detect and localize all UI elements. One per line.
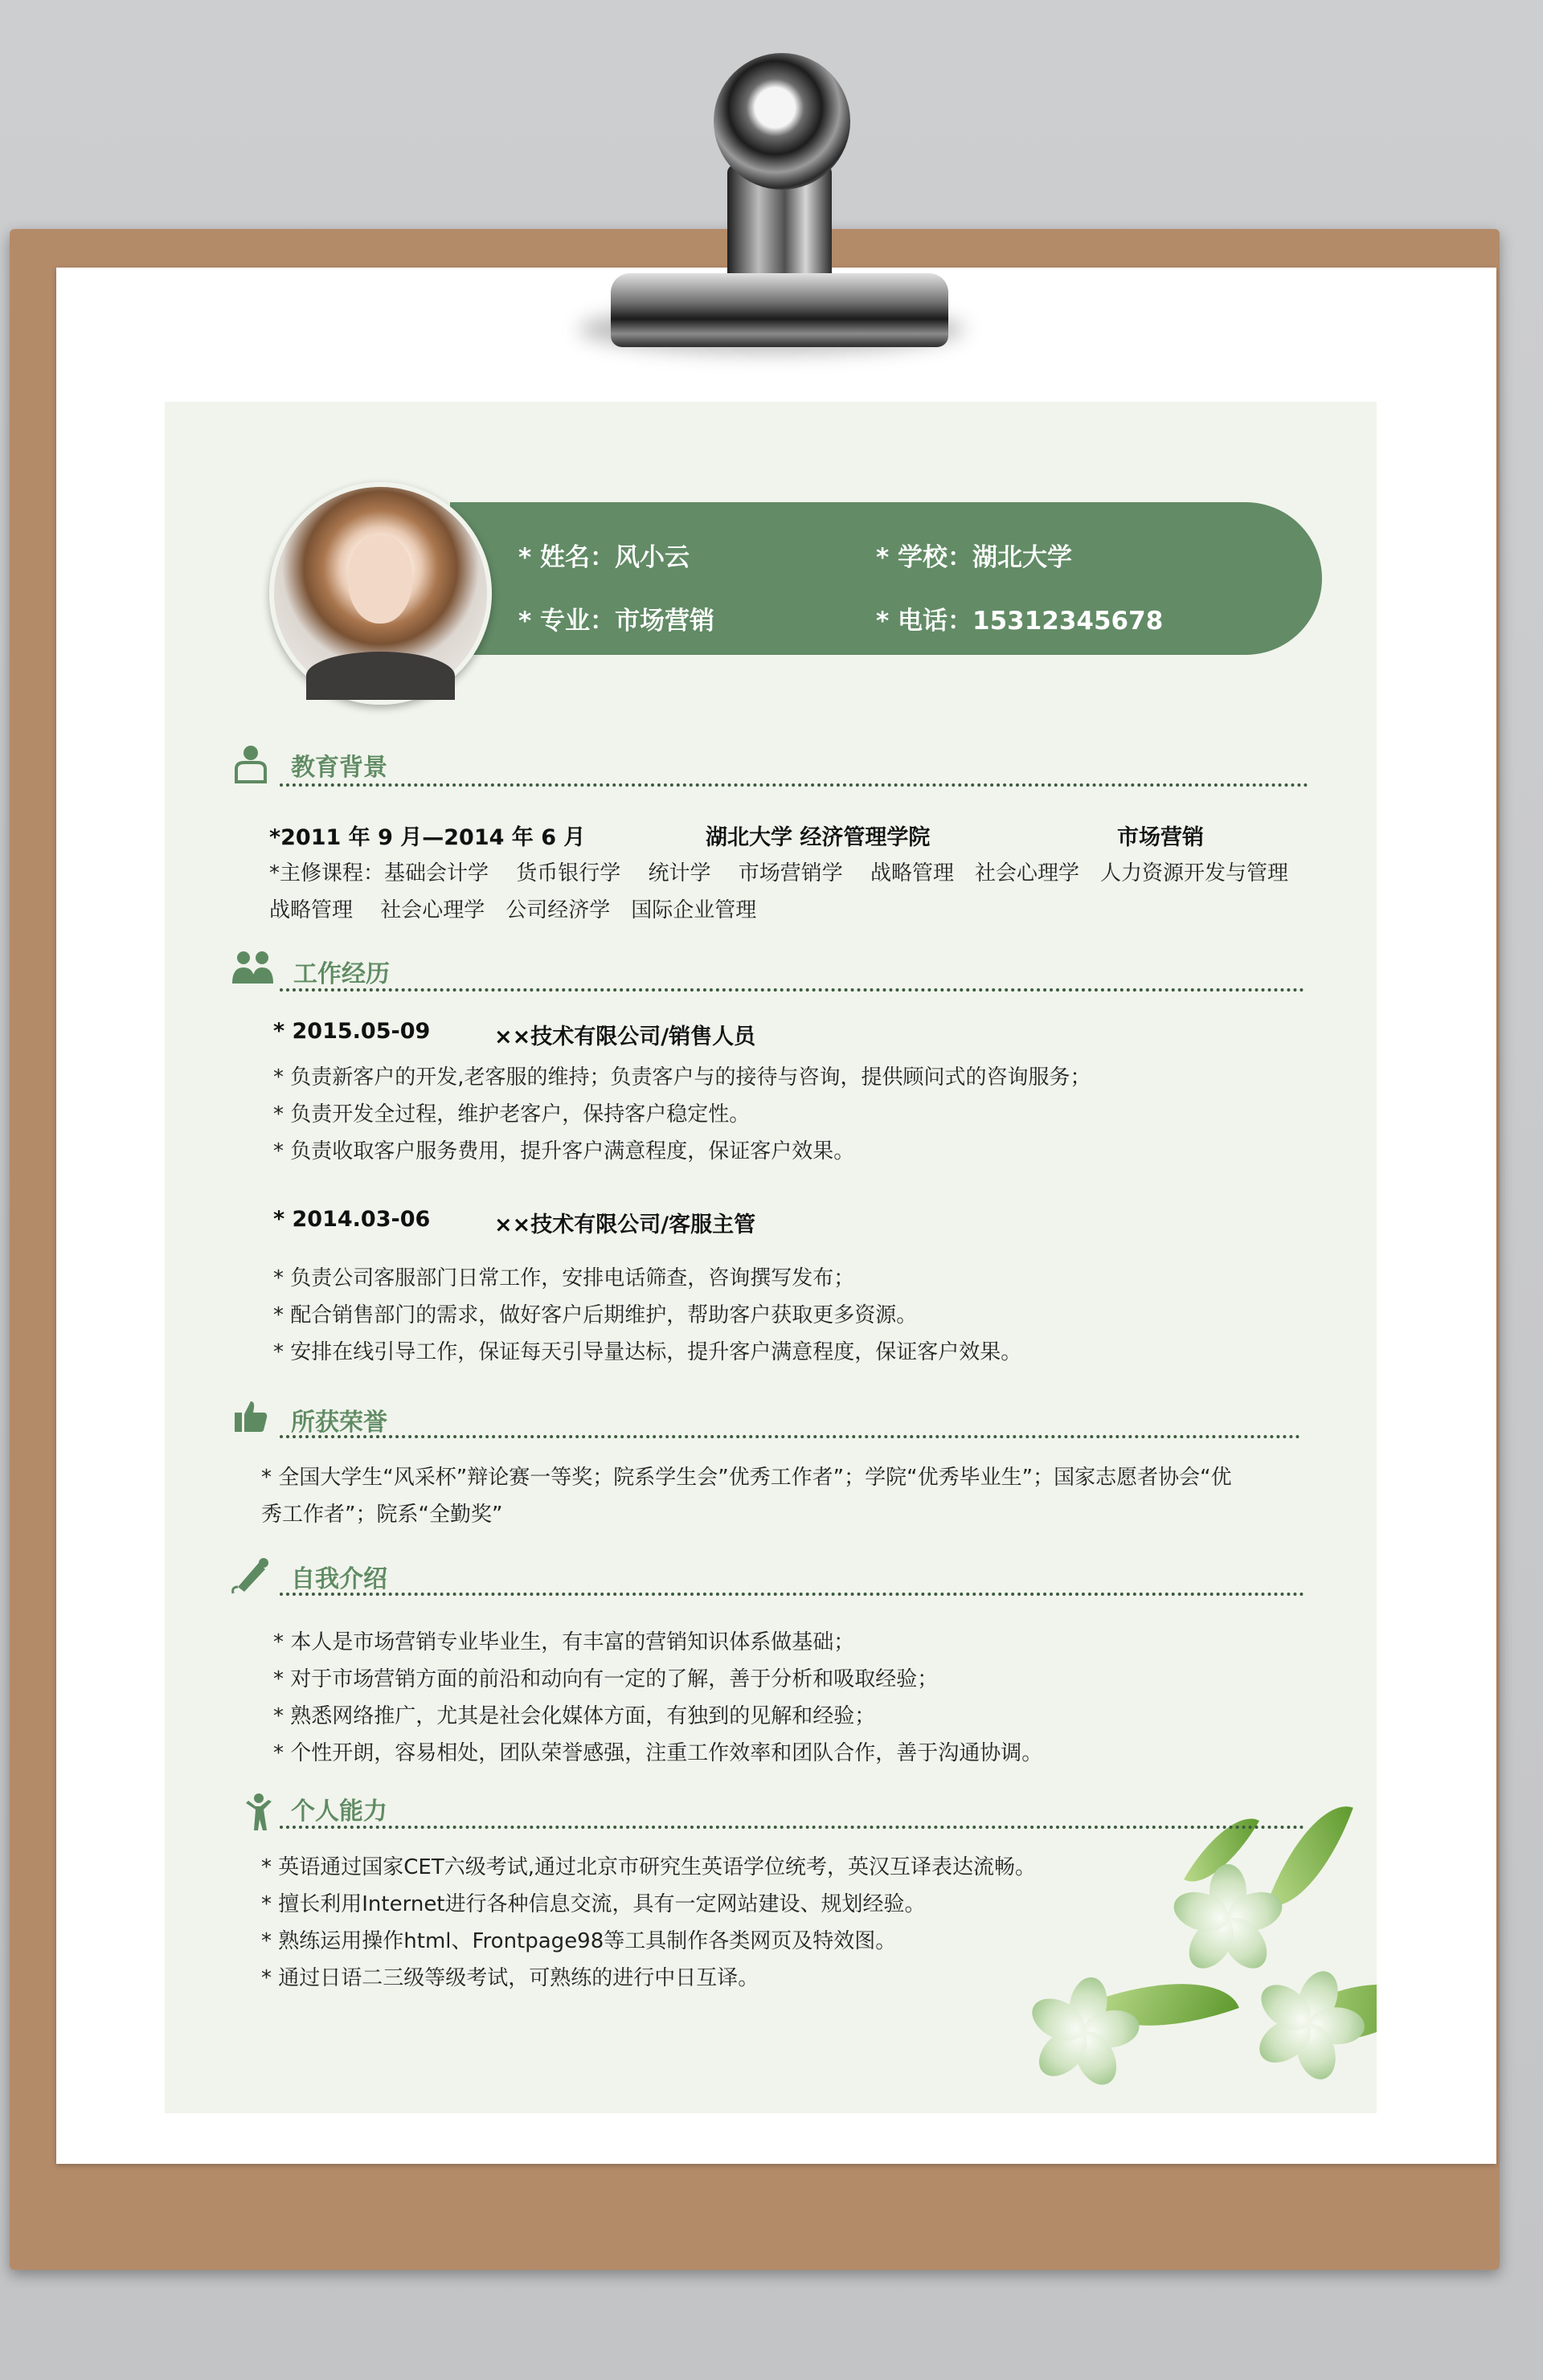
education-courses: *主修课程：基础会计学 货币银行学 统计学 市场营销学 战略管理 社会心理学 人力资源开发与管理 xyxy=(269,861,1289,885)
job-duty: * 负责开发全过程，维护老客户，保持客户稳定性。 xyxy=(273,1102,751,1127)
avatar-face xyxy=(348,535,412,624)
skills-title: 个人能力 xyxy=(291,1797,387,1826)
education-title: 教育背景 xyxy=(291,754,387,782)
name-field: * 姓名：风小云 xyxy=(518,543,690,572)
phone-field: * 电话：15312345678 xyxy=(876,607,1164,636)
education-period: *2011 年 9 月—2014 年 6 月 xyxy=(269,825,586,850)
job-duty: * 负责公司客服部门日常工作，安排电话筛查，咨询撰写发布； xyxy=(273,1266,855,1290)
job-duty: * 负责收取客户服务费用，提升客户满意程度，保证客户效果。 xyxy=(273,1139,855,1163)
intro-title: 自我介绍 xyxy=(291,1565,387,1593)
avatar-shirt xyxy=(306,652,455,700)
skill-item: * 通过日语二三级等级考试，可熟练的进行中日互译。 xyxy=(261,1966,759,1990)
job-company: ××技术有限公司/销售人员 xyxy=(494,1024,756,1049)
honors-text: * 全国大学生“风采杯”辩论赛一等奖；院系学生会”优秀工作者”；学院“优秀毕业生”；国家志愿者协会“优 xyxy=(261,1466,1232,1490)
education-major: 市场营销 xyxy=(1117,825,1204,850)
education-school: 湖北大学 经济管理学院 xyxy=(706,825,931,850)
intro-item: * 本人是市场营销专业毕业生，有丰富的营销知识体系做基础； xyxy=(273,1630,855,1654)
avatar xyxy=(269,482,492,705)
education-divider xyxy=(280,783,1308,787)
skill-item: * 英语通过国家CET六级考试,通过北京市研究生英语学位统考，英汉互译表达流畅。 xyxy=(261,1855,1036,1879)
job-date: * 2014.03-06 xyxy=(273,1207,431,1232)
major-field: * 专业：市场营销 xyxy=(518,607,715,636)
intro-divider xyxy=(280,1593,1304,1596)
job-duty: * 安排在线引导工作，保证每天引导量达标，提升客户满意程度，保证客户效果。 xyxy=(273,1340,1022,1364)
job-duty: * 配合销售部门的需求，做好客户后期维护，帮助客户获取更多资源。 xyxy=(273,1303,918,1327)
education-courses-cont: 战略管理 社会心理学 公司经济学 国际企业管理 xyxy=(269,898,757,922)
skill-item: * 擅长利用Internet进行各种信息交流，具有一定网站建设、规划经验。 xyxy=(261,1892,926,1916)
work-title: 工作经历 xyxy=(293,960,390,988)
intro-item: * 对于市场营销方面的前沿和动向有一定的了解，善于分析和吸取经验； xyxy=(273,1667,939,1691)
person-icon xyxy=(233,743,268,779)
clip-ring-icon xyxy=(714,53,850,190)
honors-divider xyxy=(280,1435,1300,1438)
thumbs-up-icon xyxy=(233,1398,268,1433)
pen-icon xyxy=(230,1555,265,1590)
intro-item: * 熟悉网络推广，尤其是社会化媒体方面，有独到的见解和经验； xyxy=(273,1704,876,1728)
honors-title: 所获荣誉 xyxy=(291,1409,387,1437)
job-company: ××技术有限公司/客服主管 xyxy=(494,1212,756,1237)
skills-divider xyxy=(280,1826,1304,1829)
team-icon xyxy=(231,950,267,985)
intro-item: * 个性开朗，容易相处，团队荣誉感强，注重工作效率和团队合作，善于沟通协调。 xyxy=(273,1741,1043,1765)
school-field: * 学校：湖北大学 xyxy=(876,543,1073,572)
job-date: * 2015.05-09 xyxy=(273,1019,431,1044)
work-divider xyxy=(280,988,1304,992)
clip-base xyxy=(611,273,948,347)
person-cheer-icon xyxy=(241,1792,276,1827)
skill-item: * 熟练运用操作html、Frontpage98等工具制作各类网页及特效图。 xyxy=(261,1929,897,1953)
job-duty: * 负责新客户的开发,老客服的维持；负责客户与的接待与咨询，提供顾问式的咨询服务； xyxy=(273,1065,1091,1090)
honors-text-cont: 秀工作者”；院系“全勤奖” xyxy=(261,1503,503,1527)
